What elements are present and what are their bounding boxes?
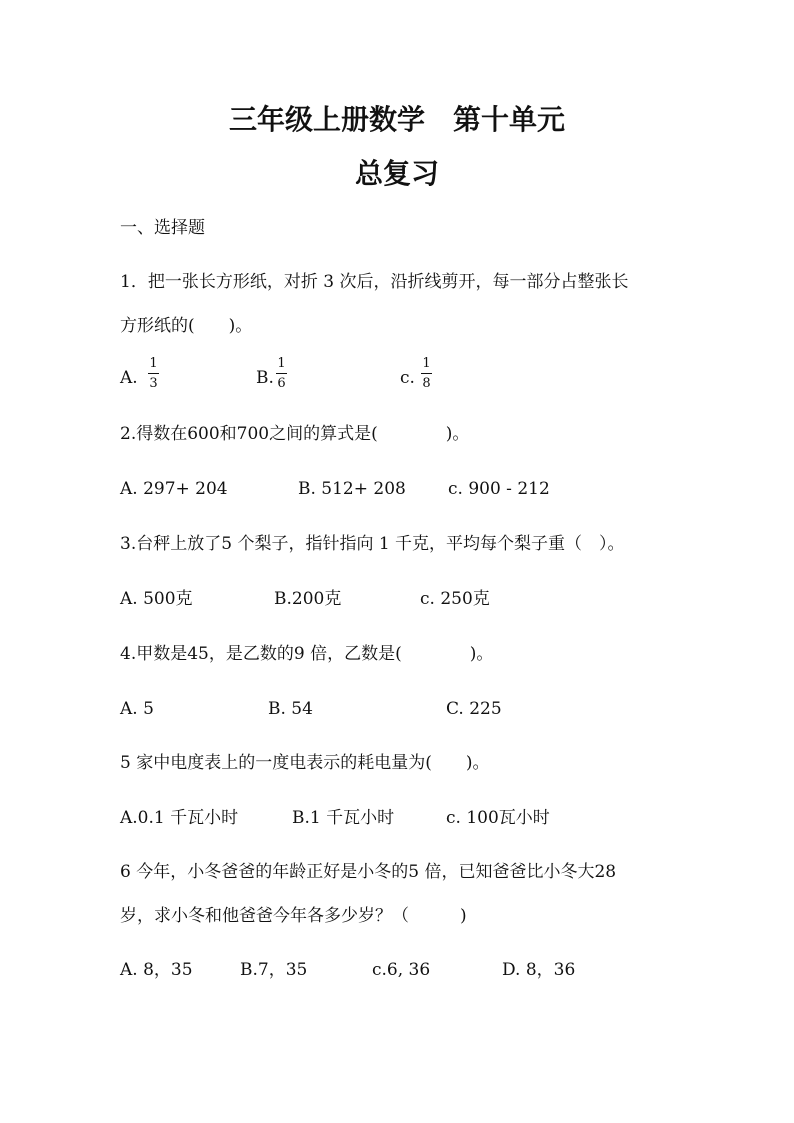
fraction-bar xyxy=(148,373,159,374)
question-4-option-a: A. 5 xyxy=(120,699,154,719)
question-2-option-a: A. 297+ 204 xyxy=(120,479,228,499)
question-6-option-a: A. 8，35 xyxy=(120,960,193,980)
question-6-option-d: D. 8，36 xyxy=(502,960,576,980)
fraction-numerator: 1 xyxy=(277,356,286,371)
question-1-option-b-fraction xyxy=(276,356,287,391)
question-5-text: 5 家中电度表上的一度电表示的耗电量为( )。 xyxy=(120,753,490,773)
question-2-text: 2.得数在600和700之间的算式是( )。 xyxy=(120,424,470,444)
question-4-text: 4.甲数是45，是乙数的9 倍，乙数是( )。 xyxy=(120,644,494,664)
question-3-text: 3.台秤上放了5 个梨子，指针指向 1 千克，平均每个梨子重（ ）。 xyxy=(120,534,625,554)
question-2-option-b: B. 512+ 208 xyxy=(298,479,406,499)
fraction-denominator: 8 xyxy=(422,376,431,391)
question-4-option-c: C. 225 xyxy=(446,699,502,719)
question-5-option-b: B.1 千瓦小时 xyxy=(292,808,395,828)
page-title: 三年级上册数学 第十单元 xyxy=(228,103,565,136)
question-2-option-c: c. 900 - 212 xyxy=(448,479,550,499)
fraction-bar xyxy=(421,373,432,374)
fraction-bar xyxy=(276,373,287,374)
question-5-option-a: A.0.1 千瓦小时 xyxy=(120,808,239,828)
question-1-line-1: 1．把一张长方形纸，对折 3 次后，沿折线剪开，每一部分占整张长 xyxy=(120,272,629,292)
question-1-option-c-label: c. xyxy=(400,368,415,388)
question-3-option-b: B.200克 xyxy=(274,589,342,609)
question-1-line-2: 方形纸的( )。 xyxy=(120,316,253,336)
question-3-option-c: c. 250克 xyxy=(420,589,490,609)
question-6-line-1: 6 今年，小冬爸爸的年龄正好是小冬的5 倍，已知爸爸比小冬大28 xyxy=(120,862,617,882)
page-subtitle: 总复习 xyxy=(354,157,439,190)
fraction-denominator: 6 xyxy=(277,376,286,391)
fraction-numerator: 1 xyxy=(422,356,431,371)
question-5-option-c: c. 100瓦小时 xyxy=(446,808,550,828)
question-4-option-b: B. 54 xyxy=(268,699,313,719)
question-1-option-a-fraction xyxy=(148,356,159,391)
question-1-option-b-label: B. xyxy=(256,368,274,388)
question-6-option-c: c.6, 36 xyxy=(372,960,431,980)
question-1-option-a-label: A. xyxy=(120,368,138,388)
question-3-option-a: A. 500克 xyxy=(120,589,193,609)
question-1-option-c-fraction xyxy=(421,356,432,391)
question-6-line-2: 岁，求小冬和他爸爸今年各多少岁？（ ) xyxy=(120,906,467,926)
section-heading: 一、选择题 xyxy=(120,218,205,238)
question-6-option-b: B.7，35 xyxy=(240,960,308,980)
fraction-numerator: 1 xyxy=(149,356,158,371)
fraction-denominator: 3 xyxy=(149,376,158,391)
